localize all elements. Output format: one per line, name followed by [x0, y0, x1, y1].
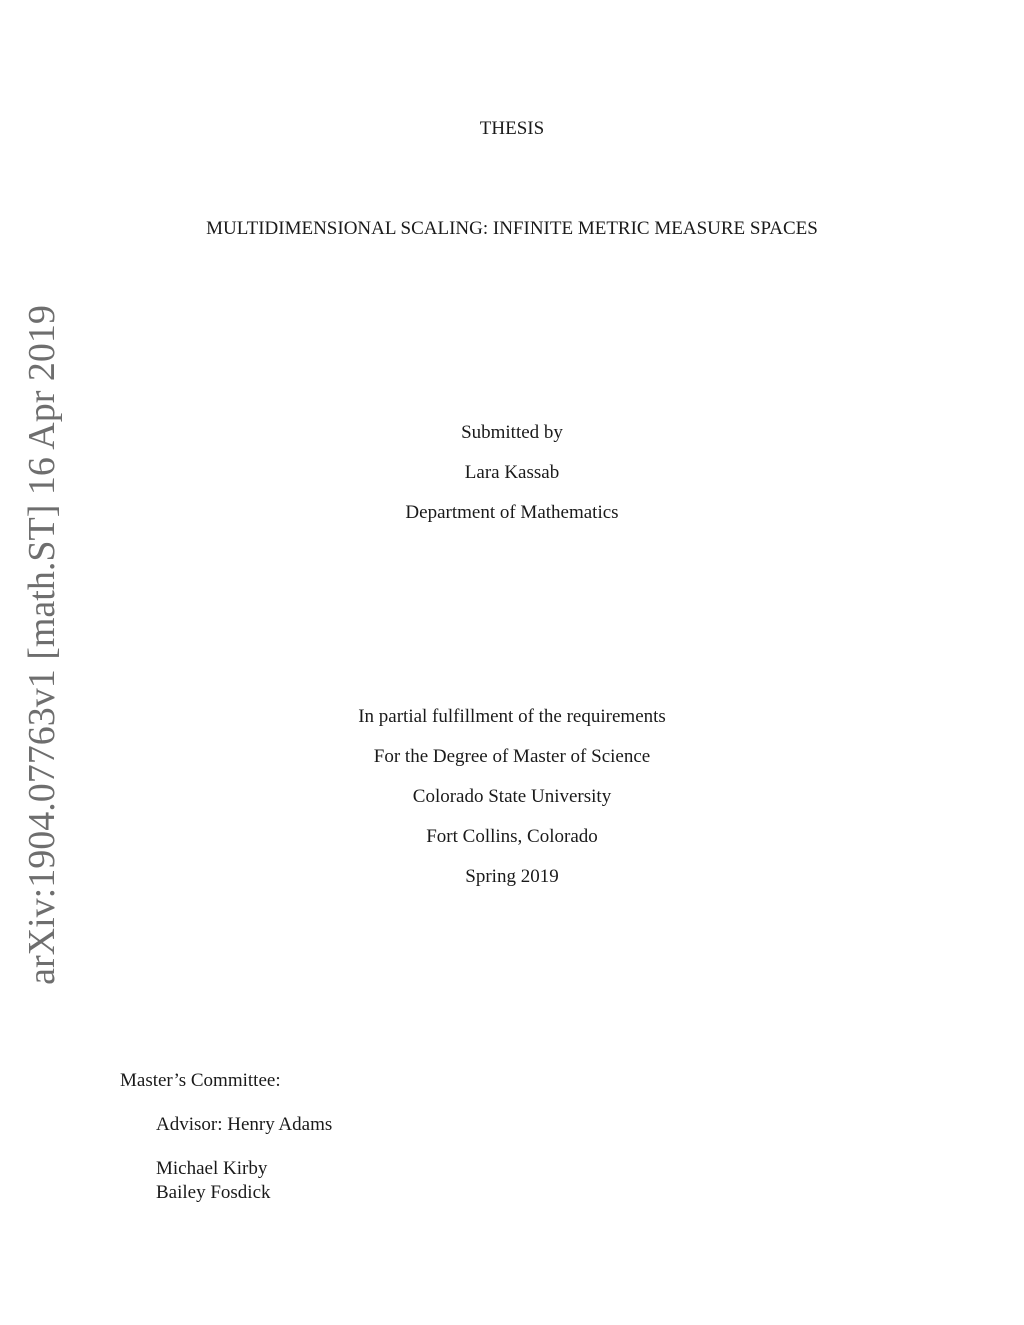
committee-heading: Master’s Committee: [120, 1070, 281, 1091]
committee-advisor: Advisor: Henry Adams [156, 1114, 333, 1135]
author-name: Lara Kassab [464, 462, 560, 483]
arxiv-stamp-text: arXiv:1904.07763v1 [math.ST] 16 Apr 2019 [21, 305, 63, 985]
location: Fort Collins, Colorado [426, 826, 598, 847]
term: Spring 2019 [465, 866, 559, 887]
degree: For the Degree of Master of Science [373, 746, 651, 767]
university: Colorado State University [412, 786, 612, 807]
thesis-title: MULTIDIMENSIONAL SCALING: INFINITE METRIC MEASURE SPACES [206, 218, 818, 239]
submitted-by-label: Submitted by [461, 422, 563, 443]
committee-member: Bailey Fosdick [156, 1182, 271, 1203]
fulfillment-statement: In partial fulfillment of the requirements [358, 706, 666, 727]
document-type: THESIS [479, 118, 545, 139]
department: Department of Mathematics [405, 502, 619, 523]
committee-member: Michael Kirby [156, 1158, 268, 1179]
